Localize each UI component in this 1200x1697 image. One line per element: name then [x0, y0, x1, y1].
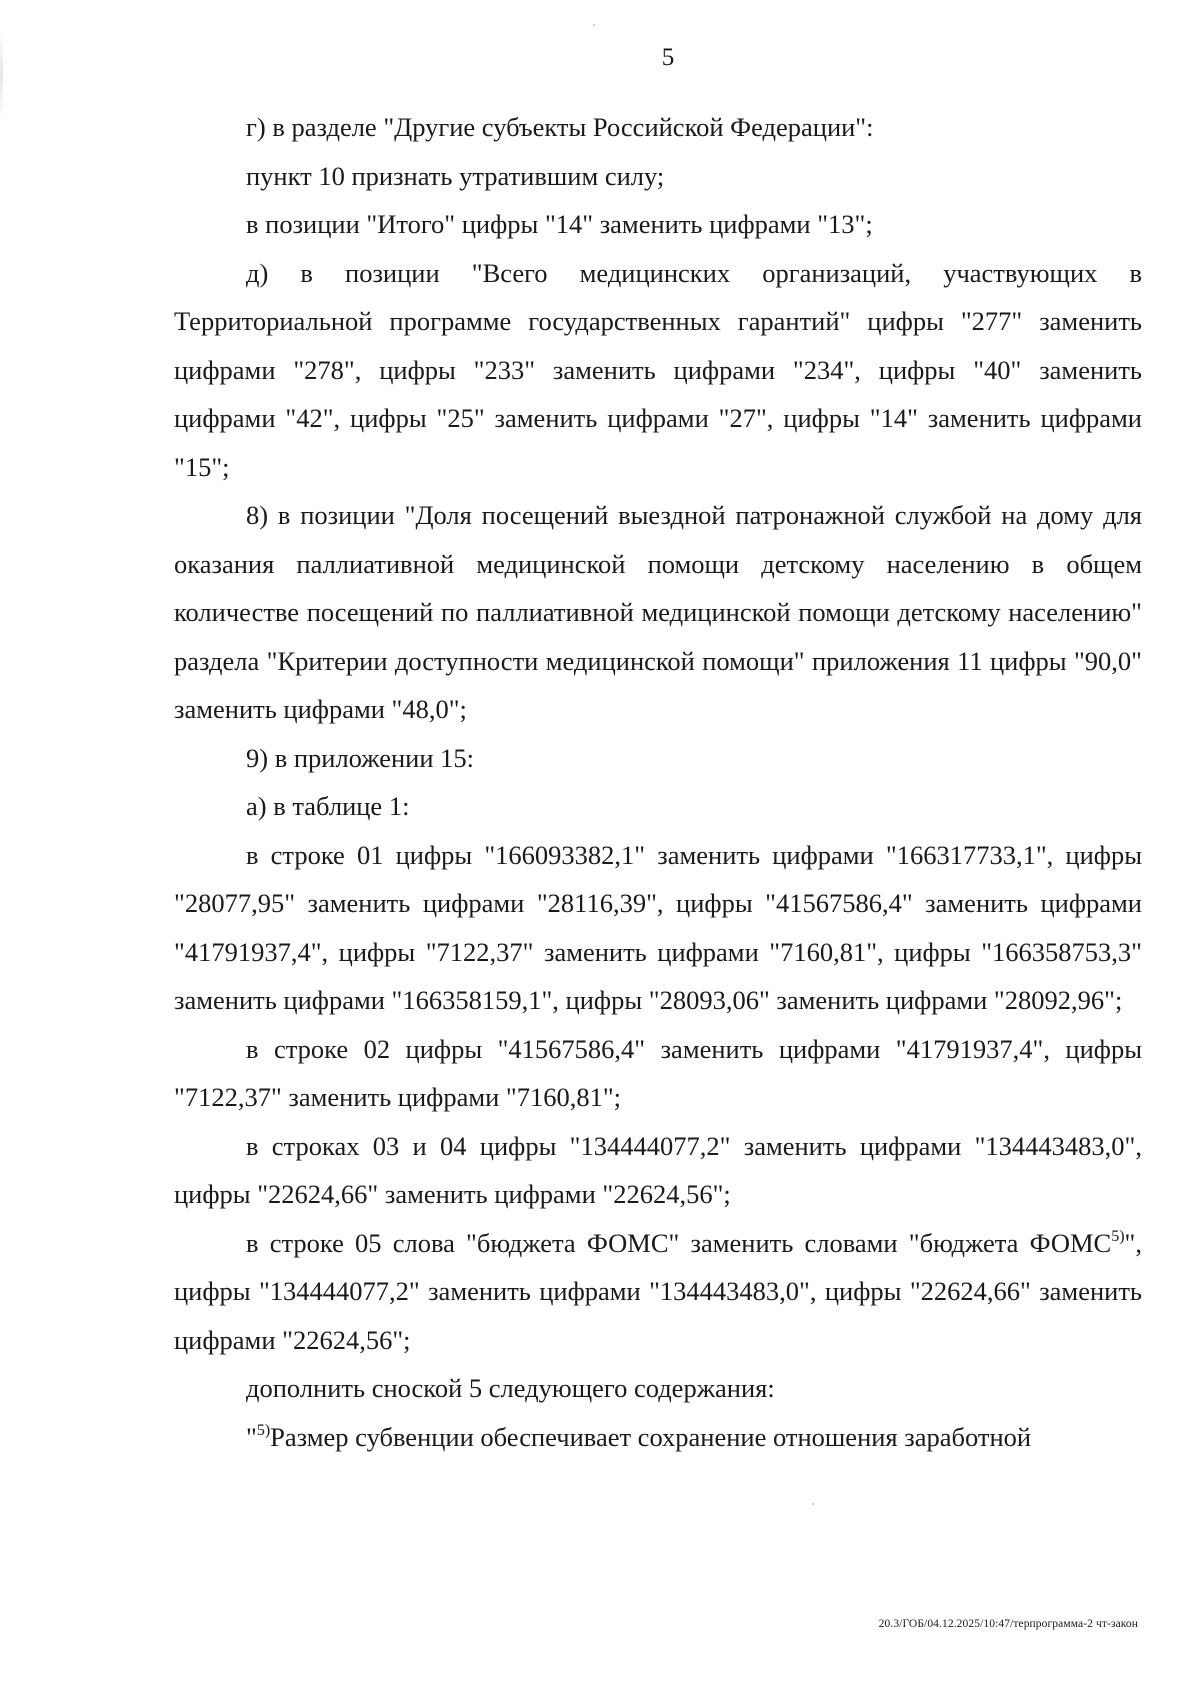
document-body [174, 103, 1142, 1461]
paragraph: в позиции "Итого" цифры "14" заменить цифрами "13"; [246, 209, 873, 239]
paragraph-text: Размер субвенции обеспечивает сохранение отношения заработной [270, 1421, 1032, 1452]
scan-edge-shadow [0, 30, 3, 120]
paragraph: в строках 03 и 04 цифры "134444077,2" заменить цифрами "134443483,0", цифры "22624,66" заменить цифрами "22624,56"; [174, 1130, 1142, 1209]
footnote-marker: 5) [256, 1421, 271, 1439]
opening-quote: " [246, 1421, 257, 1452]
paragraph: 8) в позиции "Доля посещений выездной патронажной службой на дому для оказания паллиативной медицинской помощи детскому населению в общем количестве посещений по паллиативной медицинской помощи детскому населению" раздела "Критерии доступности медицинской помощи" приложения 11 цифры "90,0" заменить цифрами "48,0"; [174, 500, 1142, 724]
document-footer-code: 20.3/ГОБ/04.12.2025/10:47/терпрограмма-2 чт-закон [878, 1618, 1138, 1630]
paragraph-text: ", цифры "134444077,2" заменить цифрами "134443483,0", цифры "22624,66" заменить цифрами "22624,56"; [174, 1227, 1142, 1355]
footnote-marker: 5) [1111, 1227, 1125, 1245]
paragraph-text: в строке 05 слова "бюджета ФОМС" заменить словами "бюджета ФОМС [246, 1227, 1112, 1258]
paragraph: 9) в приложении 15: [246, 742, 475, 773]
paragraph: в строке 02 цифры "41567586,4" заменить цифрами "41791937,4", цифры "7122,37" заменить цифрами "7160,81"; [174, 1033, 1142, 1112]
paragraph: в строке 01 цифры "166093382,1" заменить цифрами "166317733,1", цифры "28077,95" заменить цифрами "28116,39", цифры "41567586,4" заменить цифрами "41791937,4", цифры "7122,37" заменить цифрами "7160,81", цифры "166358753,3" заменить цифрами "166358159,1", цифры "28093,06" заменить цифрами "28092,96"; [174, 839, 1142, 1015]
paragraph: дополнить сноской 5 следующего содержания: [246, 1373, 775, 1403]
scan-speck [812, 1503, 814, 1505]
paragraph: д) в позиции "Всего медицинских организаций, участвующих в Территориальной программе государственных гарантий" цифры "277" заменить цифрами "278", цифры "233" заменить цифрами "234", цифры "40" заменить цифрами "42", цифры "25" заменить цифрами "27", цифры "14" заменить цифрами "15"; [174, 257, 1142, 482]
page-number: 5 [661, 44, 675, 71]
paragraph: а) в таблице 1: [246, 791, 410, 821]
scan-speck [593, 24, 595, 26]
paragraph: пункт 10 признать утратившим силу; [246, 160, 665, 191]
paragraph [174, 1413, 1142, 1462]
paragraph [174, 1219, 1142, 1365]
paragraph: г) в разделе "Другие субъекты Российской Федерации": [246, 112, 874, 142]
